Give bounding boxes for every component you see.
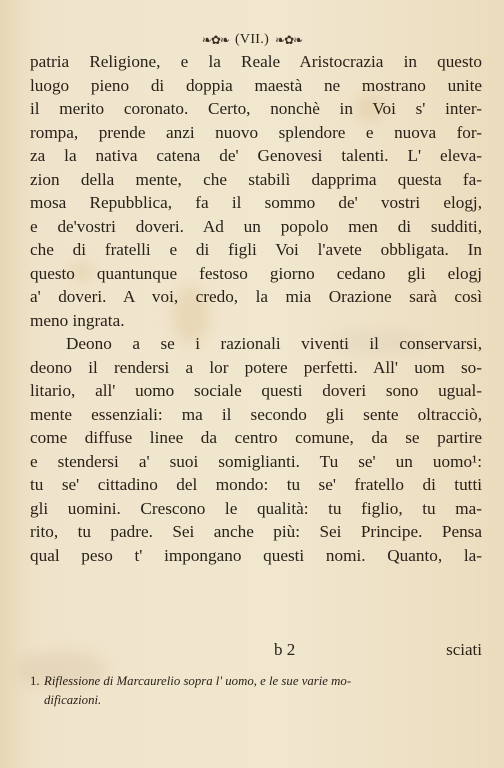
text-line: litario, all' uomo sociale questi doveri sono ugual- [30, 381, 482, 400]
footnote [30, 672, 488, 710]
text-line: meno ingrata. [30, 310, 125, 330]
text-line: mente essenziali: ma il secondo gli sente oltracciò, [30, 404, 482, 424]
text-line: deono il rendersi a lor potere perfetti. All' uom so- [30, 357, 482, 377]
footnote-text: Riflessione di Marcaurelio sopra l' uomo, e le sue varie mo- [44, 674, 352, 688]
text-line: il merito coronato. Certo, nonchè in Voi s' inter- [30, 99, 482, 118]
text-line: patria Religione, e la Reale Aristocrazia in questo [30, 52, 482, 71]
text-line: za la nativa catena de' Genovesi talenti. L' eleva- [30, 146, 482, 165]
text-line: rito, tu padre. Sei anche più: Sei Principe. Pensa [30, 522, 482, 541]
text-line: tu se' cittadino del mondo: tu se' fratello di tutti [30, 475, 482, 494]
text-line: zion della mente, che stabilì dapprima questa fa- [30, 169, 482, 189]
text-line: e stendersi a' suoi somiglianti. Tu se' un uomo¹: [30, 451, 482, 471]
catch-line [30, 640, 482, 664]
text-line: mosa Repubblica, fa il sommo de' vostri elogj, [30, 193, 482, 212]
signature-mark: b 2 [274, 640, 296, 659]
body-text [30, 50, 482, 567]
page-number: (VII.) [234, 32, 270, 47]
text-line: luogo pieno di doppia maestà ne mostrano unite [30, 75, 482, 95]
text-line: e de'vostri doveri. Ad un popolo men di sudditi, [30, 216, 482, 236]
text-line: a' doveri. A voi, credo, la mia Orazione sarà così [30, 287, 482, 306]
text-line: come diffuse linee da centro comune, da se partire [30, 428, 482, 447]
text-line: questo quantunque festoso giorno cedano gli elogj [30, 263, 482, 283]
footnote-number: 1. [30, 674, 40, 688]
catchword: sciati [446, 640, 482, 659]
text-line: che di fratelli e di figli Voi l'avete obbligata. In [30, 240, 482, 259]
paragraph-start-line: Deono a se i razionali viventi il conservarsi, [66, 334, 482, 353]
ornament-left-icon: ❧✿❧ [201, 32, 229, 47]
page-header [0, 30, 504, 50]
footnote-line: dificazioni. [44, 693, 102, 707]
footnote-line [30, 672, 488, 691]
text-line: gli uomini. Crescono le qualità: tu figlio, tu ma- [30, 498, 482, 518]
text-line: qual peso t' impongano questi nomi. Quanto, la- [30, 545, 482, 565]
ornament-right-icon: ❧✿❧ [275, 32, 303, 47]
text-line: rompa, prende anzi nuovo splendore e nuova for- [30, 122, 482, 142]
